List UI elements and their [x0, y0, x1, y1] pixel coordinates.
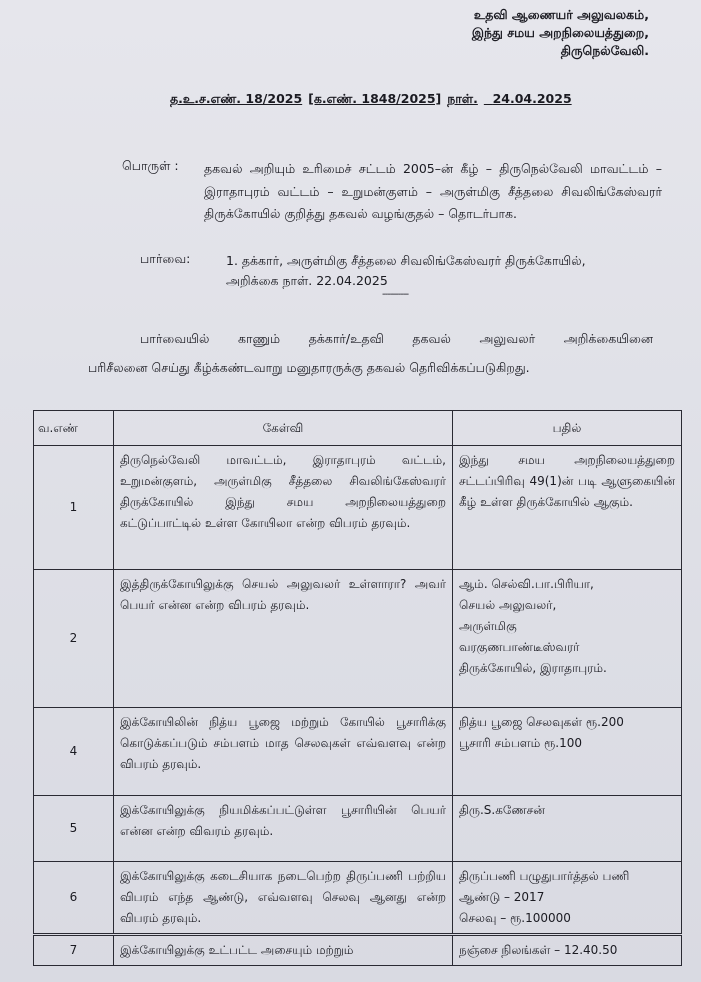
row-answer [453, 570, 682, 708]
references-label: பார்வை: [140, 251, 191, 266]
row-question: இக்கோயிலுக்கு கடைசியாக நடைபெற்ற திருப்பணி பற்றிய விபரம் எந்த ஆண்டு, எவ்வளவு செலவு ஆனது என்ற விபரம் தரவும். [114, 862, 453, 935]
answer-line: திருப்பணி பழுதுபார்த்தல் பணி [459, 869, 630, 883]
header-question: கேள்வி [114, 411, 453, 446]
row-number: 1 [34, 446, 114, 570]
answer-line: நித்ய பூஜை செலவுகள் ரூ.200 [459, 715, 624, 729]
row-number: 5 [34, 796, 114, 862]
reference-item: 1. தக்கார், அருள்மிகு சீத்தலை சிவலிங்கேஸ்வரர் திருக்கோயில், [226, 253, 586, 268]
row-number: 4 [34, 708, 114, 796]
answer-line: செயல் அலுவலர், [459, 598, 557, 612]
row-number: 7 [34, 935, 114, 966]
row-answer: திரு.S.கணேசன் [453, 796, 682, 862]
header-answer: பதில் [453, 411, 682, 446]
table-row [34, 862, 682, 935]
references-text [226, 251, 656, 291]
answer-line: திருக்கோயில், இராதாபுரம். [459, 661, 607, 675]
answer-line: செலவு – ரூ.100000 [459, 911, 571, 925]
table-header-row [34, 411, 682, 446]
separator-line: ---------- [382, 289, 409, 300]
reference-number: த.உ.ச.எண். 18/2025 [170, 91, 303, 106]
office-address [472, 6, 649, 60]
reference-line [170, 91, 578, 108]
file-number: [க.எண். 1848/2025] [308, 91, 442, 106]
table-row [34, 796, 682, 862]
row-number: 6 [34, 862, 114, 935]
row-answer: இந்து சமய அறநிலையத்துறை சட்டப்பிரிவு 49(1)ன் படி ஆளுகையின் கீழ் உள்ள திருக்கோயில் ஆகும். [453, 446, 682, 570]
reference-date: 24.04.2025 [492, 91, 572, 106]
office-line: உதவி ஆணையர் அலுவலகம், [473, 7, 649, 22]
header-sno: வ.எண் [34, 411, 114, 446]
answer-line: ஆண்டு – 2017 [459, 890, 545, 904]
row-answer [453, 708, 682, 796]
subject-text: தகவல் அறியும் உரிமைச் சட்டம் 2005–ன் கீழ் – திருநெல்வேலி மாவட்டம் – இராதாபுரம் வட்டம் – உறுமன்குளம் – அருள்மிகு சீத்தலை சிவலிங்கேஸ்வரர் திருக்கோயில் குறித்து தகவல் வழங்குதல் – தொடர்பாக. [204, 161, 662, 221]
answer-line: ஆம். செல்வி.பா.பிரியா, [459, 577, 594, 591]
row-answer: நஞ்சை நிலங்கள் – 12.40.50 [453, 935, 682, 966]
row-question: இக்கோயிலுக்கு நியமிக்கப்பட்டுள்ள பூசாரியின் பெயர் என்ன என்ற விவரம் தரவும். [114, 796, 453, 862]
row-question: இக்கோயிலுக்கு உட்பட்ட அசையும் மற்றும் [114, 935, 453, 966]
body-paragraph [88, 324, 653, 382]
paragraph-line: பார்வையில் காணும் தக்கார்/உதவி தகவல் அலுவலர் அறிக்கையினை [140, 331, 653, 346]
answer-line: வரகுணபாண்டீஸ்வரர் [459, 640, 580, 654]
answer-line: பூசாரி சம்பளம் ரூ.100 [459, 736, 583, 750]
row-question: திருநெல்வேலி மாவட்டம், இராதாபுரம் வட்டம், உறுமன்குளம், அருள்மிகு சீத்தலை சிவலிங்கேஸ்வரர் திருக்கோயில் இந்து சமய அறநிலையத்துறை கட்டுப்பாட்டில் உள்ள கோயிலா என்ற விபரம் தரவும். [114, 446, 453, 570]
date-label: நாள். [447, 91, 478, 106]
row-question: இக்கோயிலின் நித்ய பூஜை மற்றும் கோயில் பூசாரிக்கு கொடுக்கப்படும் சம்பளம் மாத செலவுகள் எவ்வளவு என்ற விபரம் தரவும். [114, 708, 453, 796]
office-line: இந்து சமய அறநிலையத்துறை, [471, 25, 649, 40]
reference-item-date: அறிக்கை நாள். 22.04.2025 [226, 273, 388, 288]
rti-table [33, 410, 682, 966]
table-row [34, 935, 682, 966]
paragraph-line: பரிசீலனை செய்து கீழ்க்கண்டவாறு மனுதாரருக்கு தகவல் தெரிவிக்கப்படுகிறது. [88, 360, 530, 375]
subject-label: பொருள் : [122, 158, 179, 173]
table-row [34, 570, 682, 708]
answer-line: அருள்மிகு [459, 619, 517, 633]
table-row [34, 446, 682, 570]
row-number: 2 [34, 570, 114, 708]
office-line: திருநெல்வேலி. [560, 43, 649, 58]
row-answer [453, 862, 682, 935]
row-question: இத்திருக்கோயிலுக்கு செயல் அலுவலர் உள்ளாரா? அவர் பெயர் என்ன என்ற விபரம் தரவும். [114, 570, 453, 708]
table-row [34, 708, 682, 796]
